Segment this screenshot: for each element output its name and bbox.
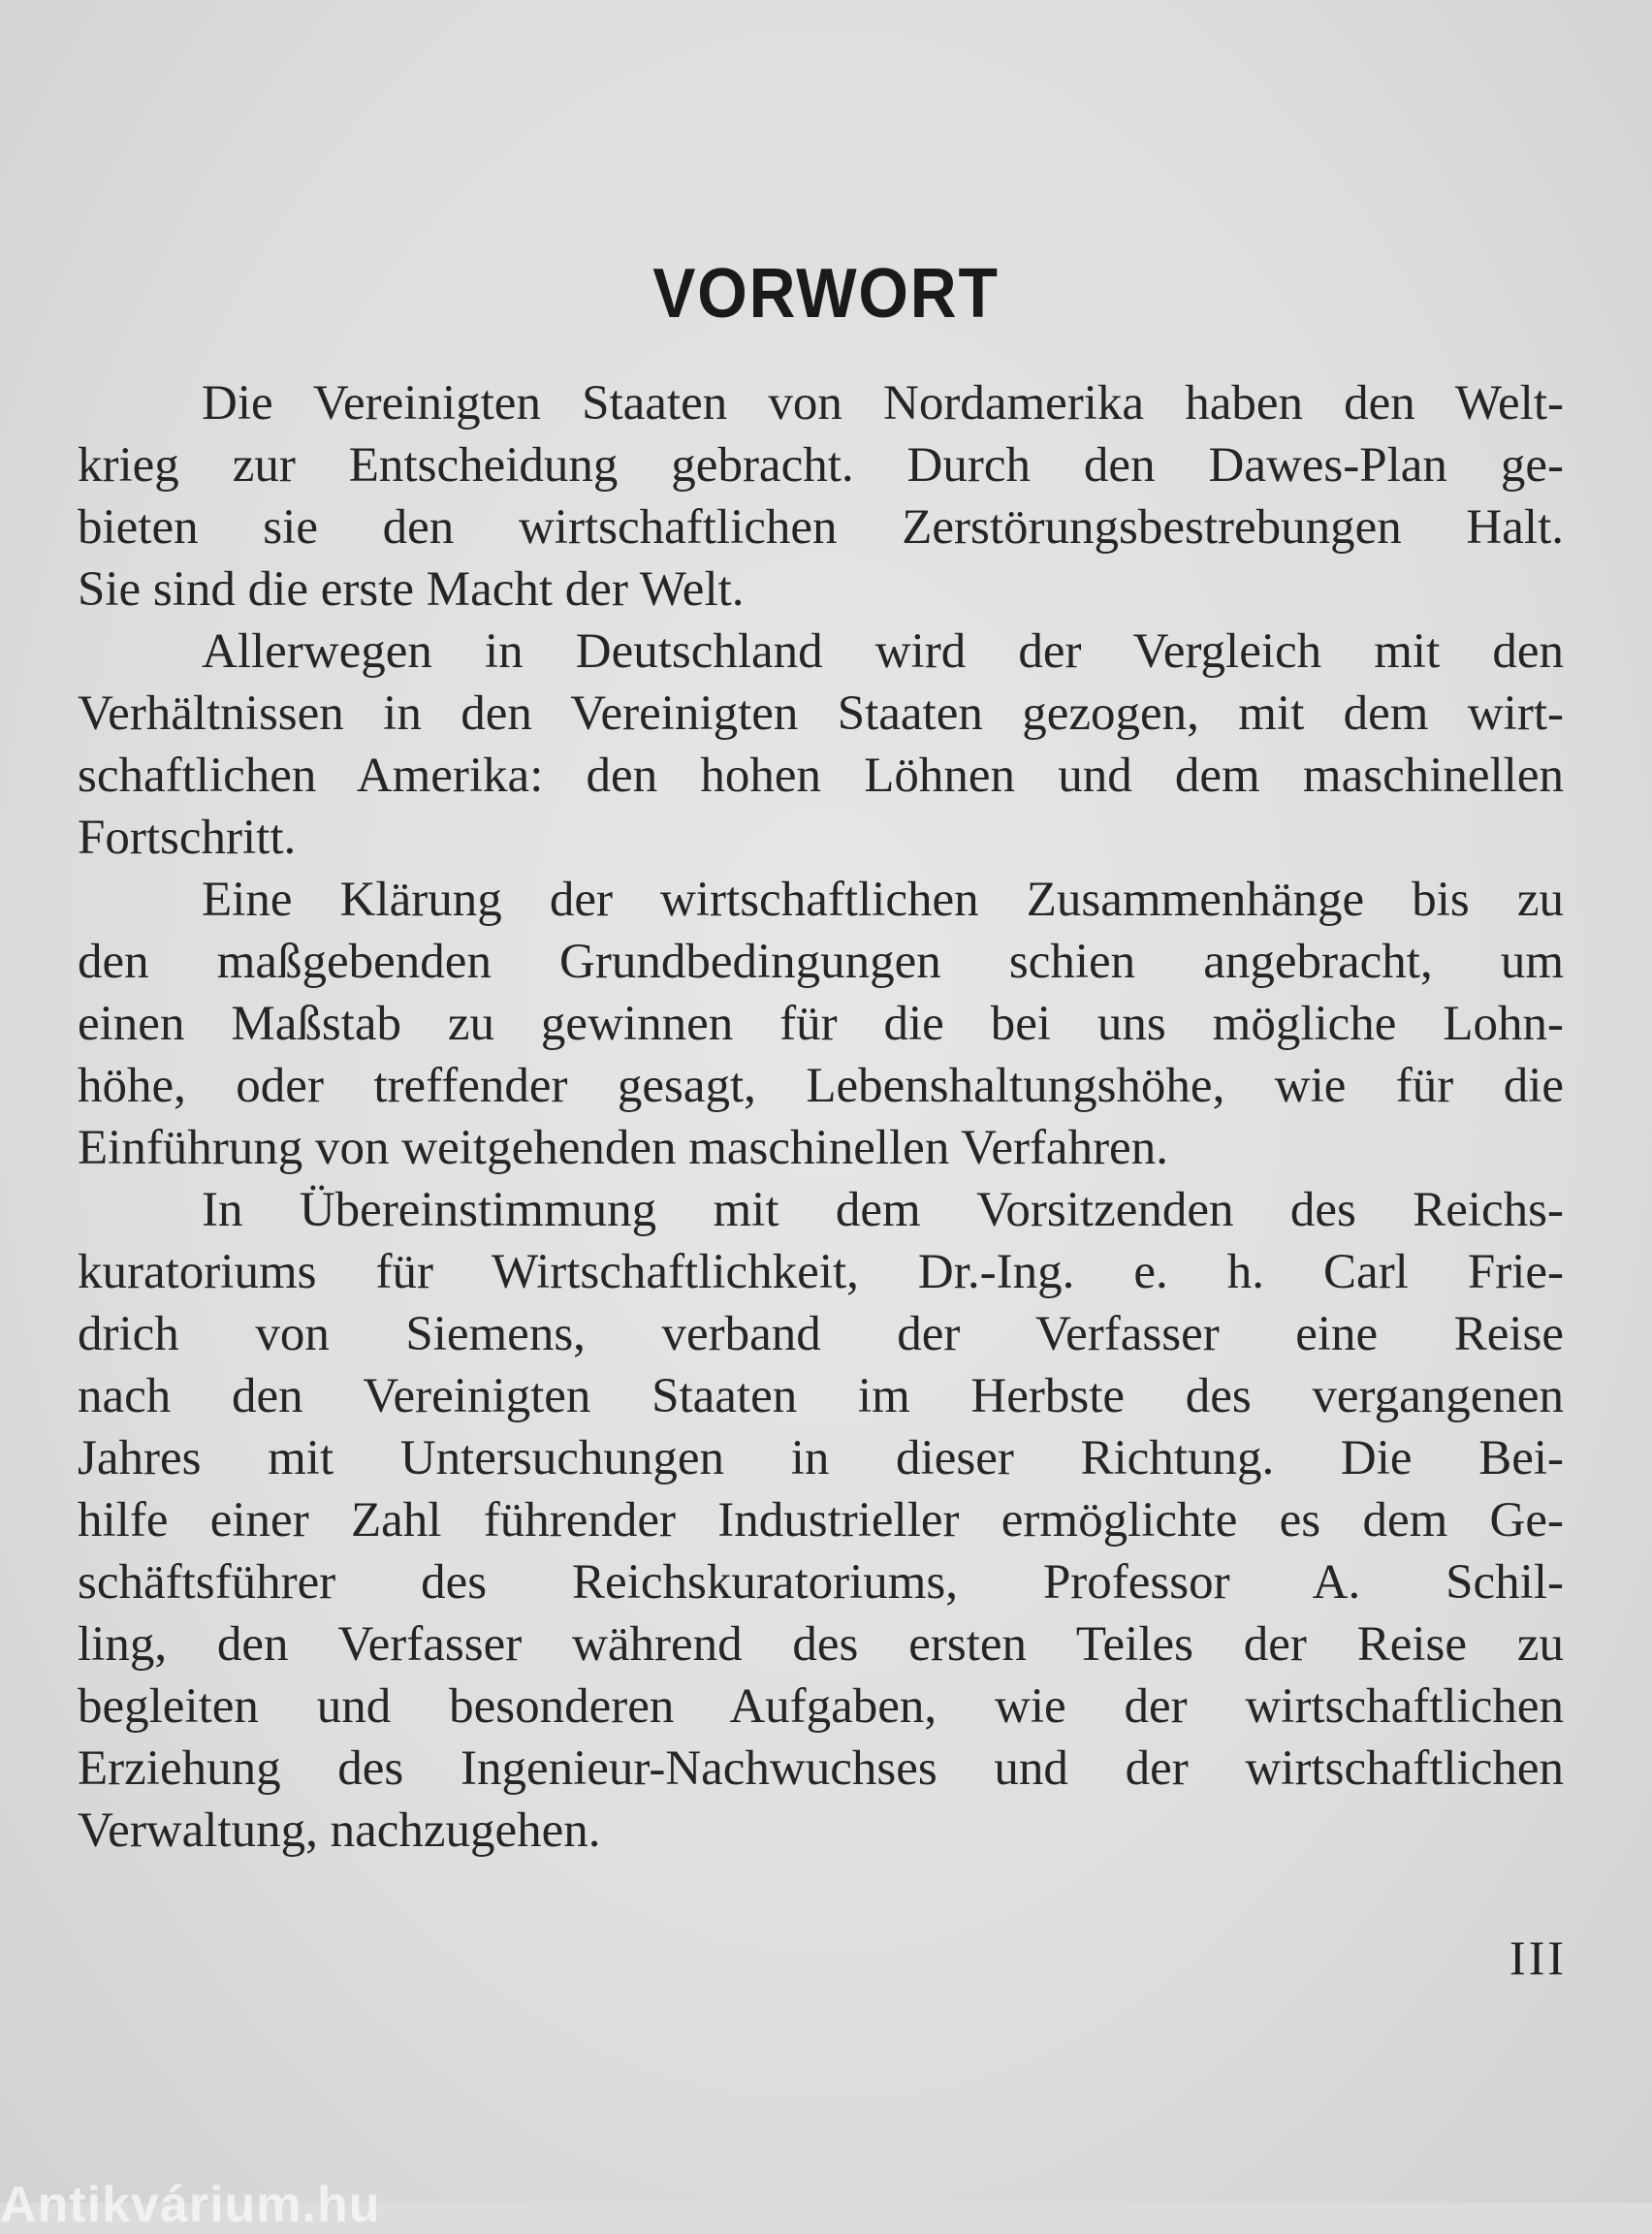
text-line: kuratoriums für Wirtschaftlichkeit, Dr.-Ing. e. h. Carl Frie- <box>78 1245 1564 1299</box>
text-line: ling, den Verfasser während des ersten Teiles der Reise zu <box>78 1617 1564 1672</box>
page-number: III <box>1509 1931 1567 1985</box>
text-line: hilfe einer Zahl führender Industrieller ermöglichte es dem Ge- <box>78 1493 1564 1548</box>
preface-body <box>78 372 1564 1862</box>
text-line: In Übereinstimmung mit dem Vorsitzenden des Reichs- <box>202 1183 1564 1237</box>
text-line: Sie sind die erste Macht der Welt. <box>78 562 745 617</box>
text-line: Fortschritt. <box>78 811 297 865</box>
text-line: Erziehung des Ingenieur-Nachwuchses und der wirtschaftlichen <box>78 1741 1564 1796</box>
text-line: höhe, oder treffender gesagt, Lebenshaltungshöhe, wie für die <box>78 1059 1564 1113</box>
page-title: VORWORT <box>652 255 1000 333</box>
text-line: krieg zur Entscheidung gebracht. Durch den Dawes-Plan ge- <box>78 438 1564 493</box>
text-line: begleiten und besonderen Aufgaben, wie der wirtschaftlichen <box>78 1679 1564 1734</box>
text-line: nach den Vereinigten Staaten im Herbste des vergangenen <box>78 1369 1564 1423</box>
text-line: Eine Klärung der wirtschaftlichen Zusammenhänge bis zu <box>202 873 1564 927</box>
text-line: drich von Siemens, verband der Verfasser eine Reise <box>78 1307 1564 1361</box>
text-line: schaftlichen Amerika: den hohen Löhnen und dem maschinellen <box>78 749 1564 803</box>
text-line: Verwaltung, nachzugehen. <box>78 1803 601 1858</box>
watermark: Antikvárium.hu <box>0 2177 381 2233</box>
text-line: einen Maßstab zu gewinnen für die bei uns mögliche Lohn- <box>78 997 1564 1051</box>
text-line: schäftsführer des Reichskuratoriums, Professor A. Schil- <box>78 1555 1564 1610</box>
text-line: bieten sie den wirtschaftlichen Zerstörungsbestrebungen Halt. <box>78 500 1564 555</box>
text-line: Verhältnissen in den Vereinigten Staaten gezogen, mit dem wirt- <box>78 686 1564 741</box>
text-line: Jahres mit Untersuchungen in dieser Richtung. Die Bei- <box>78 1431 1564 1485</box>
text-line: Allerwegen in Deutschland wird der Vergleich mit den <box>202 624 1564 679</box>
text-line: Einführung von weitgehenden maschinellen Verfahren. <box>78 1121 1168 1175</box>
text-line: den maßgebenden Grundbedingungen schien angebracht, um <box>78 935 1564 989</box>
text-line: Die Vereinigten Staaten von Nordamerika haben den Welt- <box>202 376 1564 431</box>
